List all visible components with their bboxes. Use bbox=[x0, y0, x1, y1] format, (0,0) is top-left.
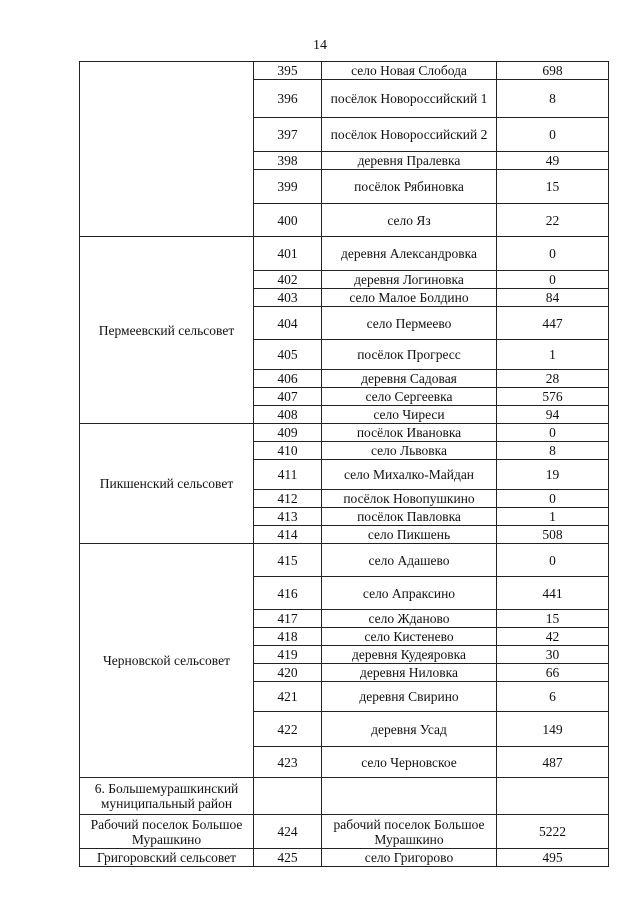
population: 30 bbox=[497, 646, 609, 664]
settlement-name: деревня Садовая bbox=[322, 370, 497, 388]
settlement-number: 411 bbox=[254, 460, 322, 490]
settlement-name: село Апраксино bbox=[322, 577, 497, 610]
settlement-number: 425 bbox=[254, 849, 322, 867]
settlement-number: 424 bbox=[254, 815, 322, 849]
district-name: 6. Большемурашкинский муниципальный район bbox=[80, 778, 254, 815]
population: 698 bbox=[497, 62, 609, 80]
settlement-number: 412 bbox=[254, 490, 322, 508]
settlement-number: 416 bbox=[254, 577, 322, 610]
settlement-name: деревня Усад bbox=[322, 712, 497, 747]
population: 8 bbox=[497, 442, 609, 460]
population: 94 bbox=[497, 406, 609, 424]
settlement-name: село Михалко-Майдан bbox=[322, 460, 497, 490]
table-row bbox=[80, 815, 609, 849]
council-cell-empty bbox=[80, 62, 254, 237]
settlement-number: 395 bbox=[254, 62, 322, 80]
council-name: Рабочий поселок Большое Мурашкино bbox=[80, 815, 254, 849]
settlement-name: село Новая Слобода bbox=[322, 62, 497, 80]
population: 0 bbox=[497, 490, 609, 508]
settlements-table bbox=[79, 61, 609, 867]
population: 508 bbox=[497, 526, 609, 544]
settlement-number: 410 bbox=[254, 442, 322, 460]
settlement-number: 415 bbox=[254, 544, 322, 577]
population: 441 bbox=[497, 577, 609, 610]
population: 576 bbox=[497, 388, 609, 406]
settlement-number: 419 bbox=[254, 646, 322, 664]
population: 0 bbox=[497, 237, 609, 271]
population: 447 bbox=[497, 307, 609, 340]
council-name: Черновской сельсовет bbox=[80, 544, 254, 778]
settlement-number: 421 bbox=[254, 682, 322, 712]
settlement-number: 406 bbox=[254, 370, 322, 388]
settlement-number: 407 bbox=[254, 388, 322, 406]
settlement-name: село Пикшень bbox=[322, 526, 497, 544]
settlement-name: село Адашево bbox=[322, 544, 497, 577]
settlement-number: 413 bbox=[254, 508, 322, 526]
settlement-number: 398 bbox=[254, 152, 322, 170]
empty-cell bbox=[497, 778, 609, 815]
settlement-name: село Григорово bbox=[322, 849, 497, 867]
settlement-number: 408 bbox=[254, 406, 322, 424]
settlement-name: посёлок Новороссийский 2 bbox=[322, 118, 497, 152]
page-number: 14 bbox=[313, 38, 327, 53]
council-name: Пермеевский сельсовет bbox=[80, 237, 254, 424]
settlement-name: деревня Александровка bbox=[322, 237, 497, 271]
settlement-name: деревня Пралевка bbox=[322, 152, 497, 170]
population: 15 bbox=[497, 170, 609, 204]
settlement-name: посёлок Новороссийский 1 bbox=[322, 80, 497, 118]
settlement-name: деревня Ниловка bbox=[322, 664, 497, 682]
population: 487 bbox=[497, 747, 609, 778]
table-row bbox=[80, 849, 609, 867]
settlement-name: посёлок Ивановка bbox=[322, 424, 497, 442]
population: 1 bbox=[497, 508, 609, 526]
settlement-name: посёлок Павловка bbox=[322, 508, 497, 526]
population: 0 bbox=[497, 271, 609, 289]
settlement-name: село Яз bbox=[322, 204, 497, 237]
settlement-number: 404 bbox=[254, 307, 322, 340]
settlement-name: село Черновское bbox=[322, 747, 497, 778]
population: 49 bbox=[497, 152, 609, 170]
settlement-number: 418 bbox=[254, 628, 322, 646]
population: 15 bbox=[497, 610, 609, 628]
table-row bbox=[80, 237, 609, 271]
settlement-number: 420 bbox=[254, 664, 322, 682]
settlement-number: 396 bbox=[254, 80, 322, 118]
council-name: Пикшенский сельсовет bbox=[80, 424, 254, 544]
settlement-name: село Малое Болдино bbox=[322, 289, 497, 307]
settlement-number: 405 bbox=[254, 340, 322, 370]
council-name: Григоровский сельсовет bbox=[80, 849, 254, 867]
population: 6 bbox=[497, 682, 609, 712]
empty-cell bbox=[254, 778, 322, 815]
population: 22 bbox=[497, 204, 609, 237]
settlement-name: село Пермеево bbox=[322, 307, 497, 340]
settlement-name: село Жданово bbox=[322, 610, 497, 628]
settlement-name: посёлок Рябиновка bbox=[322, 170, 497, 204]
settlement-name: село Львовка bbox=[322, 442, 497, 460]
population: 149 bbox=[497, 712, 609, 747]
population: 28 bbox=[497, 370, 609, 388]
table-row bbox=[80, 424, 609, 442]
settlement-number: 397 bbox=[254, 118, 322, 152]
settlement-name: деревня Кудеяровка bbox=[322, 646, 497, 664]
settlement-name: деревня Свирино bbox=[322, 682, 497, 712]
settlement-number: 400 bbox=[254, 204, 322, 237]
empty-cell bbox=[322, 778, 497, 815]
settlement-number: 403 bbox=[254, 289, 322, 307]
population: 19 bbox=[497, 460, 609, 490]
settlement-name: рабочий поселок Большое Мурашкино bbox=[322, 815, 497, 849]
settlement-number: 409 bbox=[254, 424, 322, 442]
population: 0 bbox=[497, 544, 609, 577]
population: 495 bbox=[497, 849, 609, 867]
population: 0 bbox=[497, 424, 609, 442]
settlement-number: 399 bbox=[254, 170, 322, 204]
population: 8 bbox=[497, 80, 609, 118]
settlement-number: 401 bbox=[254, 237, 322, 271]
settlement-name: посёлок Новопушкино bbox=[322, 490, 497, 508]
settlement-name: село Сергеевка bbox=[322, 388, 497, 406]
population: 42 bbox=[497, 628, 609, 646]
population: 84 bbox=[497, 289, 609, 307]
population: 5222 bbox=[497, 815, 609, 849]
table-row bbox=[80, 62, 609, 80]
population: 66 bbox=[497, 664, 609, 682]
settlement-number: 417 bbox=[254, 610, 322, 628]
settlement-name: деревня Логиновка bbox=[322, 271, 497, 289]
settlement-number: 423 bbox=[254, 747, 322, 778]
district-header-row bbox=[80, 778, 609, 815]
population: 1 bbox=[497, 340, 609, 370]
settlement-number: 422 bbox=[254, 712, 322, 747]
settlement-name: село Чиреси bbox=[322, 406, 497, 424]
settlement-number: 414 bbox=[254, 526, 322, 544]
settlement-name: село Кистенево bbox=[322, 628, 497, 646]
settlement-number: 402 bbox=[254, 271, 322, 289]
settlement-name: посёлок Прогресс bbox=[322, 340, 497, 370]
table-row bbox=[80, 544, 609, 577]
population: 0 bbox=[497, 118, 609, 152]
